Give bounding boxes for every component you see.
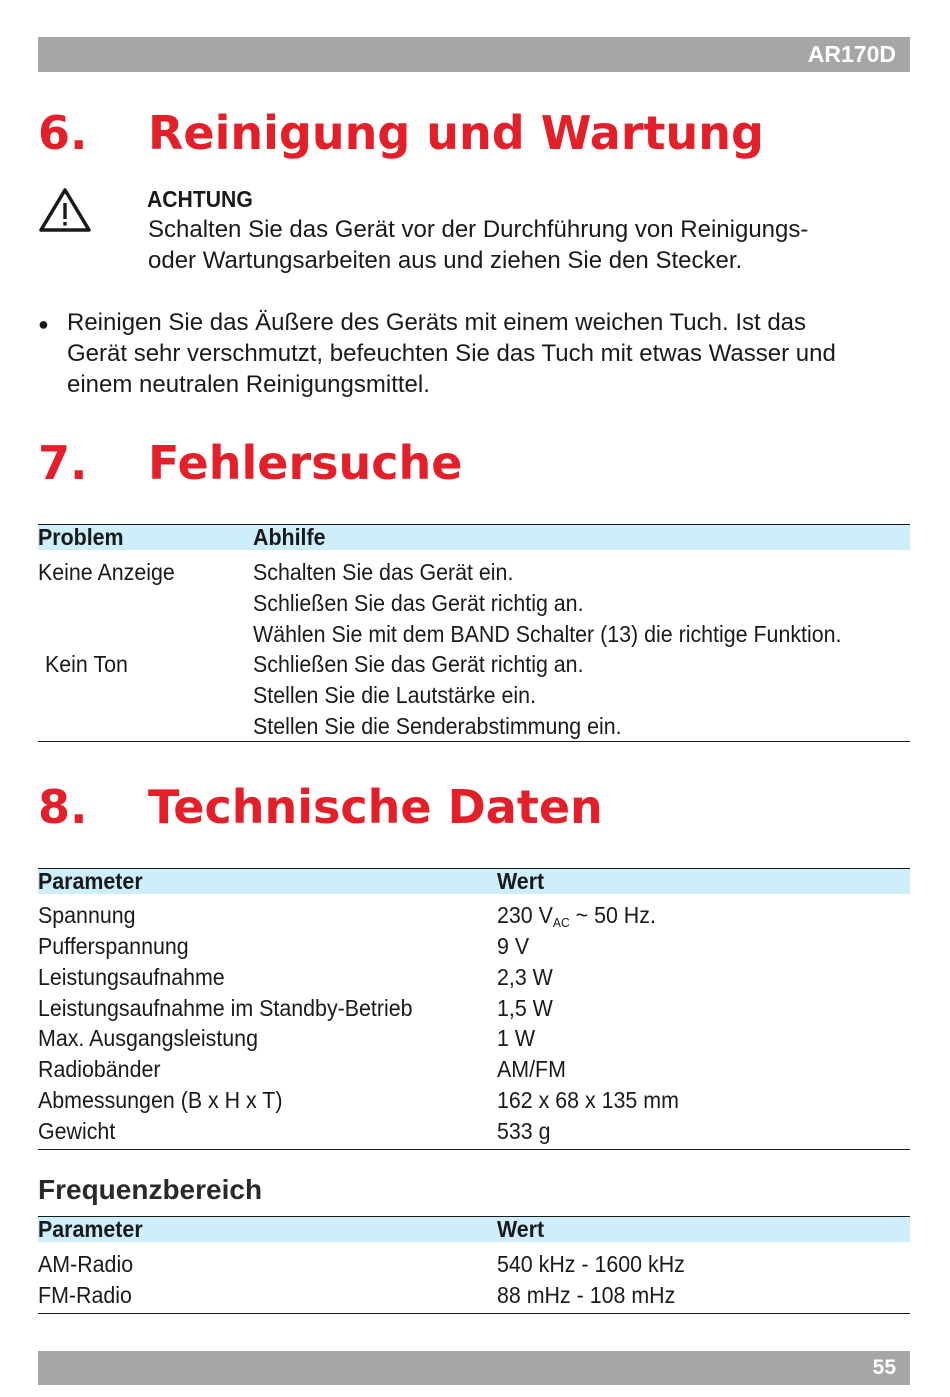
value-cell: 88 mHz - 108 mHz: [497, 1282, 676, 1308]
value-cell: 9 V: [497, 933, 530, 959]
bullet-icon: ●: [38, 314, 49, 334]
table-header-row: [38, 525, 910, 550]
value-cell: 2,3 W: [497, 964, 553, 990]
header-bar: [38, 37, 910, 72]
parameter-cell: Abmessungen (B x H x T): [38, 1087, 283, 1113]
warning-triangle-icon: [38, 186, 92, 234]
problem-cell: Keine Anzeige: [38, 559, 175, 585]
bullet-line: Gerät sehr verschmutzt, befeuchten Sie das Tuch mit etwas Wasser und: [67, 340, 836, 367]
table-header-value: Wert: [497, 868, 545, 894]
value-cell: AM/FM: [497, 1056, 566, 1082]
voltage-frequency: ~ 50 Hz.: [569, 902, 656, 928]
warning-line: oder Wartungsarbeiten aus und ziehen Sie den Stecker.: [148, 247, 743, 274]
warning-line: Schalten Sie das Gerät vor der Durchführung von Reinigungs-: [148, 216, 809, 243]
table-header-remedy: Abhilfe: [253, 524, 326, 550]
remedy-cell: Schalten Sie das Gerät ein.: [253, 559, 514, 585]
section-title: Technische Daten: [148, 780, 603, 834]
value-cell: 540 kHz - 1600 kHz: [497, 1251, 685, 1277]
section-number: 7.: [38, 436, 88, 490]
value-cell: 533 g: [497, 1118, 551, 1144]
remedy-cell: Schließen Sie das Gerät richtig an.: [253, 651, 584, 677]
remedy-cell: Stellen Sie die Lautstärke ein.: [253, 682, 537, 708]
remedy-cell: Schließen Sie das Gerät richtig an.: [253, 590, 584, 616]
parameter-cell: Leistungsaufnahme im Standby-Betrieb: [38, 995, 413, 1021]
voltage-value: 230 V: [497, 902, 553, 928]
value-cell: 1 W: [497, 1025, 536, 1051]
table-rule: [38, 1313, 910, 1314]
problem-cell: Kein Ton: [45, 651, 128, 677]
remedy-cell: Stellen Sie die Senderabstimmung ein.: [253, 713, 622, 739]
parameter-cell: Pufferspannung: [38, 933, 189, 959]
parameter-cell: Leistungsaufnahme: [38, 964, 225, 990]
parameter-cell: Radiobänder: [38, 1056, 161, 1082]
table-rule: [38, 1149, 910, 1150]
bullet-line: einem neutralen Reinigungsmittel.: [67, 371, 430, 398]
model-name: AR170D: [807, 41, 896, 67]
page-number: 55: [872, 1356, 896, 1379]
table-header-row: [38, 869, 910, 894]
table-rule: [38, 741, 910, 742]
section-title: Reinigung und Wartung: [148, 106, 764, 160]
warning-text: [148, 214, 888, 276]
section-number: 8.: [38, 780, 88, 834]
frequency-subheading: Frequenzbereich: [38, 1174, 263, 1205]
table-header-value: Wert: [497, 1216, 545, 1242]
table-header-row: [38, 1217, 910, 1242]
table-header-parameter: Parameter: [38, 1216, 143, 1242]
section-number: 6.: [38, 106, 88, 160]
parameter-cell: Gewicht: [38, 1118, 116, 1144]
parameter-cell: AM-Radio: [38, 1251, 134, 1277]
parameter-cell: FM-Radio: [38, 1282, 132, 1308]
table-header-problem: Problem: [38, 524, 124, 550]
remedy-cell: Wählen Sie mit dem BAND Schalter (13) die richtige Funktion.: [253, 621, 842, 647]
bullet-text: [67, 307, 907, 400]
value-cell: 162 x 68 x 135 mm: [497, 1087, 679, 1113]
table-header-parameter: Parameter: [38, 868, 143, 894]
warning-title: ACHTUNG: [147, 186, 253, 212]
parameter-cell: Max. Ausgangsleistung: [38, 1025, 258, 1051]
value-cell: 1,5 W: [497, 995, 553, 1021]
section-title: Fehlersuche: [148, 436, 463, 490]
voltage-subscript: AC: [552, 915, 570, 930]
parameter-cell: Spannung: [38, 902, 136, 928]
bullet-line: Reinigen Sie das Äußere des Geräts mit einem weichen Tuch. Ist das: [67, 309, 807, 336]
footer-bar: [38, 1351, 910, 1385]
